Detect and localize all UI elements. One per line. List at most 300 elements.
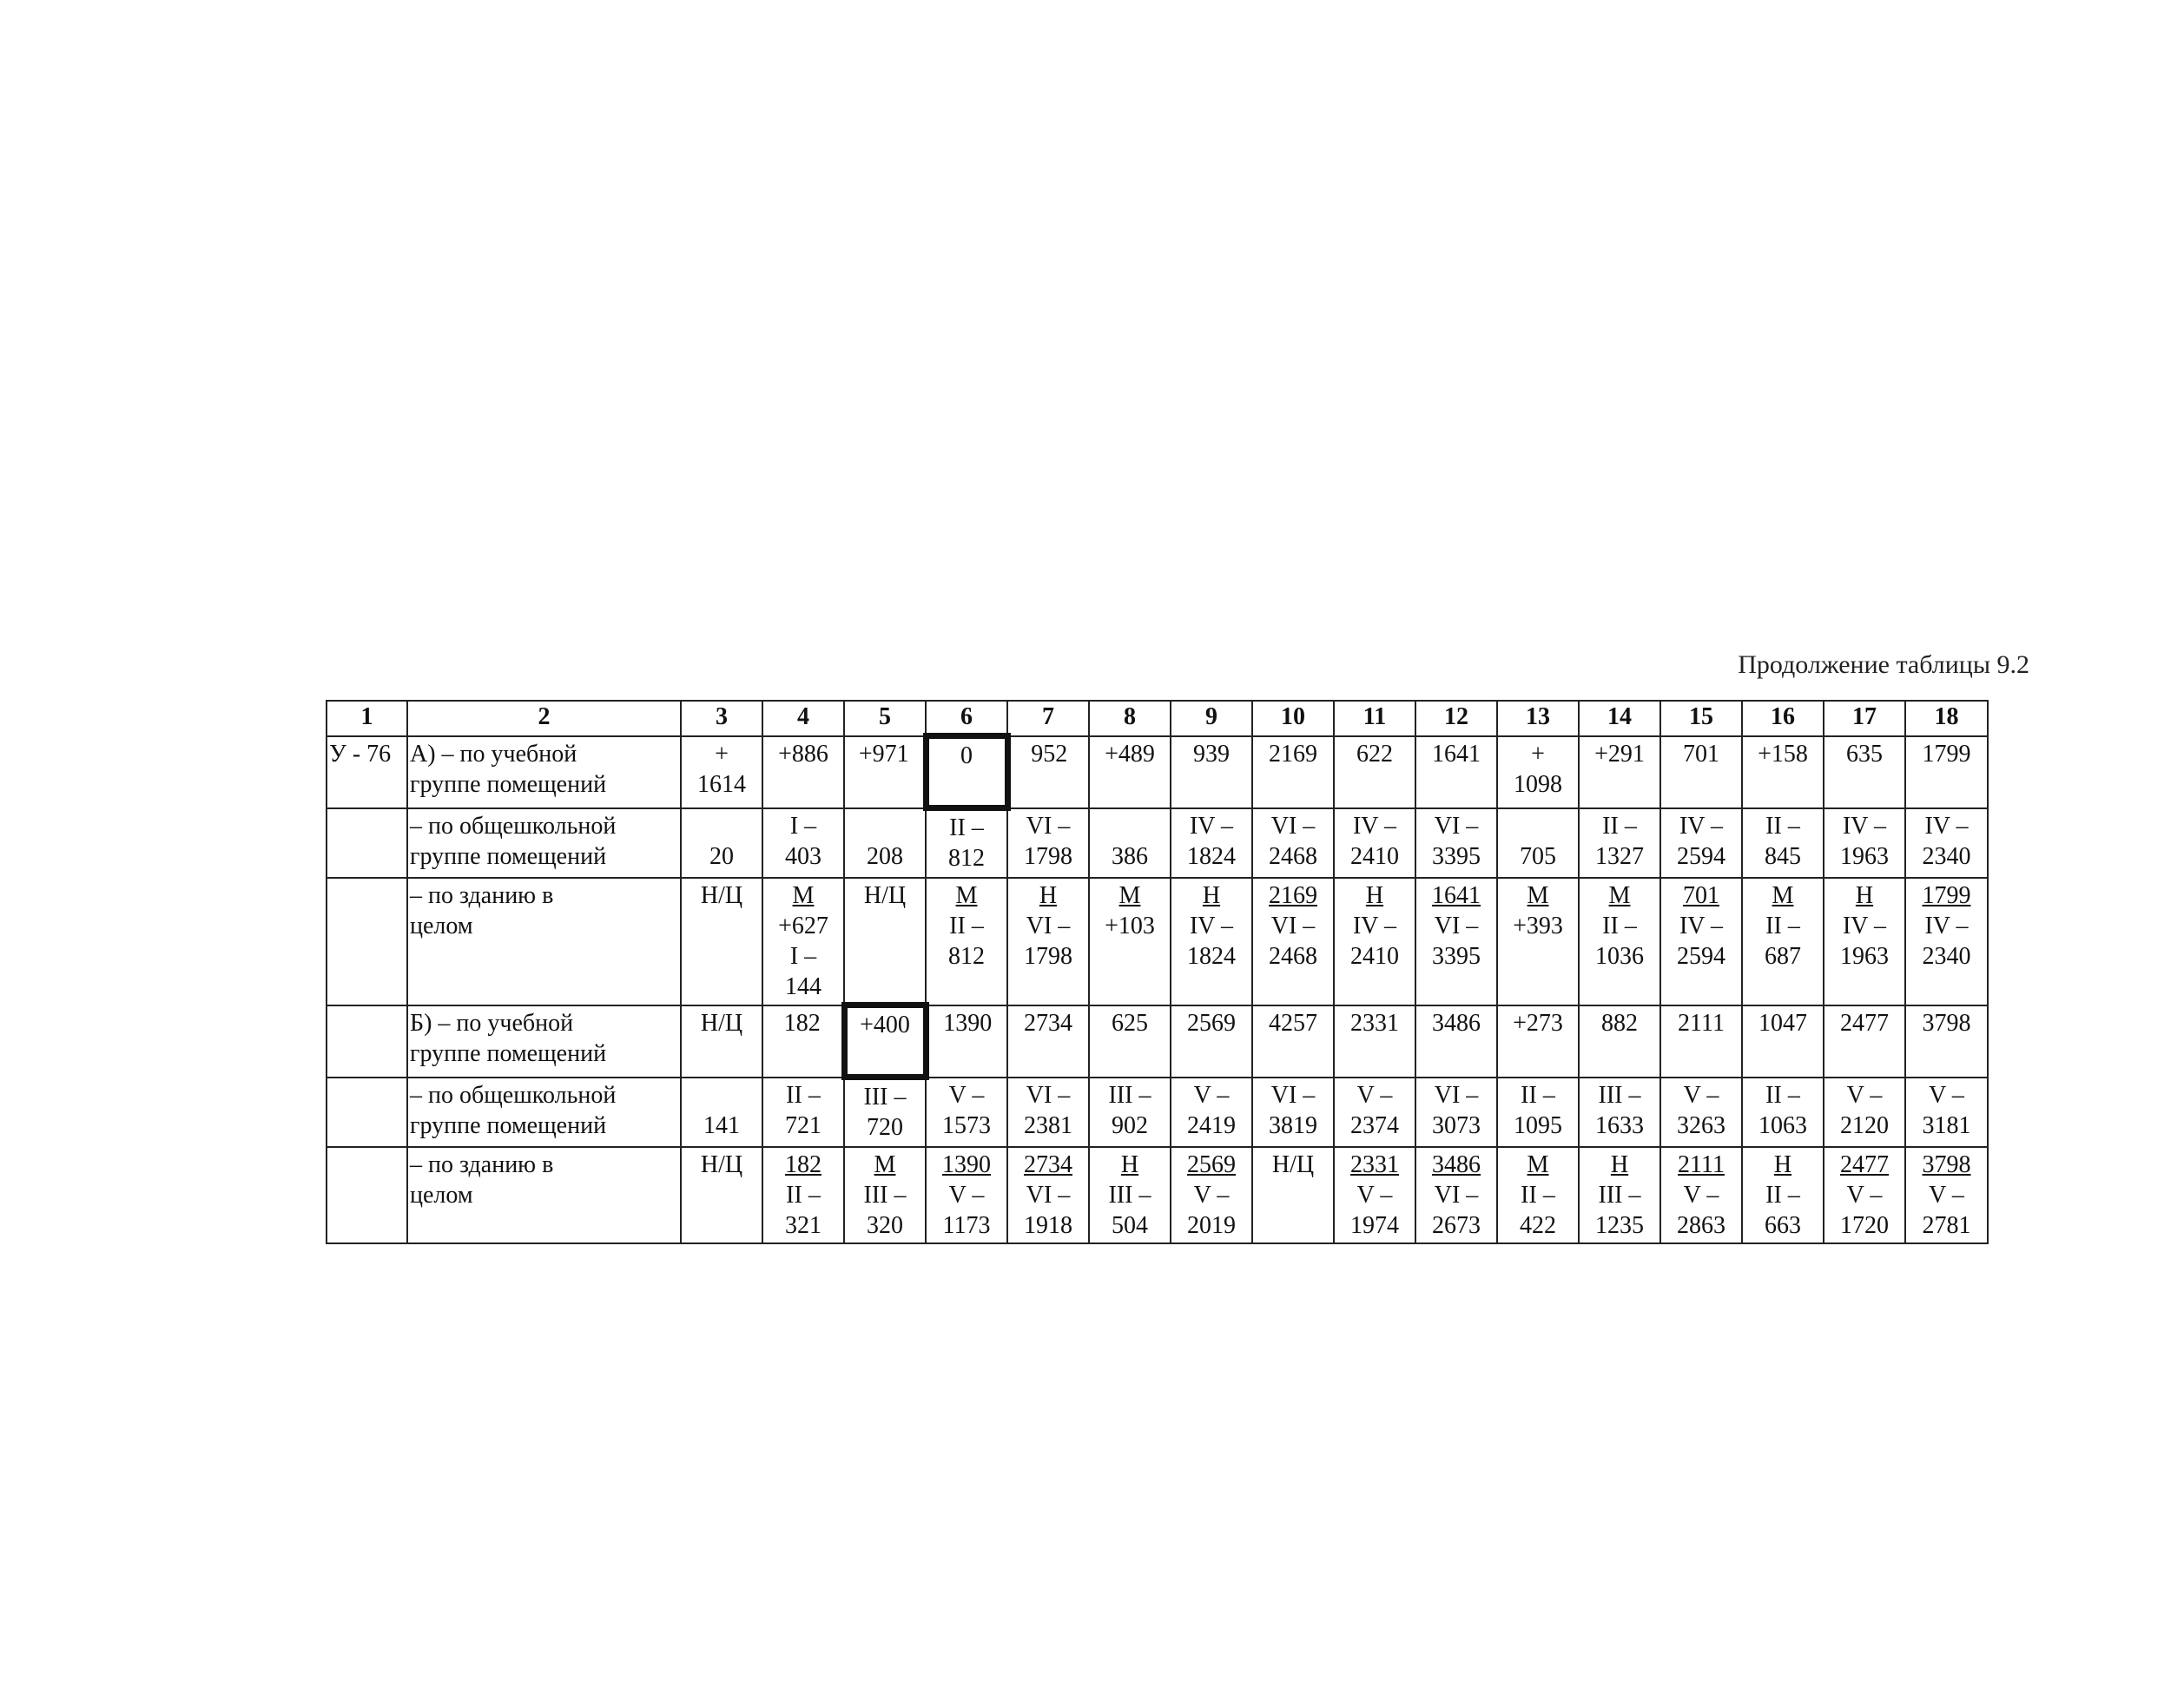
cell-line: 2120 bbox=[1840, 1111, 1889, 1139]
cell-line: III – bbox=[1598, 1182, 1641, 1209]
cell-line: 2594 bbox=[1677, 842, 1725, 870]
table-cell bbox=[1742, 1078, 1824, 1148]
cell-line: II – bbox=[786, 1182, 821, 1209]
cell-line: II – bbox=[1602, 812, 1637, 840]
cell-line: IV – bbox=[1679, 913, 1724, 939]
cell-line: II – bbox=[1602, 913, 1637, 939]
cell-line: 1720 bbox=[1840, 1212, 1889, 1239]
row-label-line: группе помещений bbox=[410, 770, 607, 798]
table-cell bbox=[1905, 1005, 1988, 1078]
column-header-8: 8 bbox=[1089, 701, 1171, 736]
table-cell bbox=[1497, 736, 1579, 808]
table-cell bbox=[926, 1147, 1007, 1243]
cell-line: II – bbox=[1765, 812, 1800, 840]
cell-line: 2111 bbox=[1678, 1151, 1725, 1178]
cell-line: V – bbox=[948, 1081, 985, 1109]
cell-line: 2340 bbox=[1922, 943, 1971, 970]
table-cell bbox=[1824, 1078, 1905, 1148]
cell-line: 1098 bbox=[1514, 770, 1562, 798]
row-label-line: группе помещений bbox=[410, 1111, 607, 1139]
table-cell bbox=[1415, 878, 1497, 1005]
cell-line: II – bbox=[949, 913, 984, 939]
cell-line: М bbox=[1527, 882, 1549, 909]
cell-line: V – bbox=[1683, 1182, 1719, 1209]
cell-line: Н/Ц bbox=[863, 882, 907, 909]
table-cell bbox=[1579, 1147, 1660, 1243]
cell-line: М bbox=[955, 882, 978, 909]
cell-line: 4257 bbox=[1269, 1009, 1317, 1037]
cell-line: 2569 bbox=[1187, 1151, 1236, 1178]
header-row bbox=[327, 701, 1988, 736]
cell-line: II – bbox=[1521, 1081, 1555, 1109]
cell-line: IV – bbox=[1842, 812, 1887, 840]
cell-line: 182 bbox=[785, 1151, 821, 1178]
table-cell bbox=[926, 736, 1007, 808]
cell-line: V – bbox=[1356, 1182, 1393, 1209]
cell-line: 3798 bbox=[1922, 1009, 1971, 1037]
row-label-line: – по общешкольной bbox=[410, 812, 617, 840]
cell-line: 687 bbox=[1765, 943, 1801, 970]
cell-line: IV – bbox=[1352, 913, 1397, 939]
cell-line: Н bbox=[1855, 882, 1874, 909]
row-code: У - 76 bbox=[327, 736, 407, 808]
table-cell bbox=[1171, 808, 1252, 879]
table-cell bbox=[1252, 1078, 1334, 1148]
row-code bbox=[327, 878, 407, 1005]
cell-line: 1390 bbox=[943, 1009, 993, 1037]
cell-line: II – bbox=[786, 1081, 821, 1109]
cell-line: IV – bbox=[1189, 812, 1234, 840]
table-cell bbox=[1334, 1078, 1415, 1148]
cell-line: 2569 bbox=[1187, 1009, 1236, 1037]
cell-line: VI – bbox=[1026, 1081, 1071, 1109]
cell-line: 2169 bbox=[1269, 882, 1317, 909]
table-cell bbox=[1089, 808, 1171, 879]
cell-line: IV – bbox=[1189, 913, 1234, 939]
table-cell bbox=[762, 1078, 844, 1148]
cell-line: 1798 bbox=[1024, 842, 1072, 870]
table-cell bbox=[1660, 736, 1742, 808]
cell-line: 3073 bbox=[1432, 1111, 1481, 1139]
cell-line: 504 bbox=[1112, 1212, 1148, 1239]
cell-line: 1641 bbox=[1432, 740, 1481, 768]
cell-line: II – bbox=[1765, 913, 1800, 939]
cell-line: IV – bbox=[1842, 913, 1887, 939]
cell-line: 1095 bbox=[1514, 1111, 1562, 1139]
cell-line: 1824 bbox=[1187, 842, 1236, 870]
table-cell bbox=[1415, 1147, 1497, 1243]
cell-line: 2340 bbox=[1922, 842, 1971, 870]
cell-line bbox=[683, 811, 760, 841]
table-cell bbox=[1089, 878, 1171, 1005]
cell-line: 2477 bbox=[1840, 1151, 1889, 1178]
column-header-10: 10 bbox=[1252, 701, 1334, 736]
table-cell bbox=[1334, 808, 1415, 879]
cell-line: Н/Ц bbox=[700, 1151, 743, 1178]
cell-line: 321 bbox=[785, 1212, 821, 1239]
cell-line: 705 bbox=[1520, 842, 1556, 870]
cell-line: V – bbox=[1356, 1081, 1393, 1109]
cell-line: Н/Ц bbox=[700, 882, 743, 909]
cell-line: III – bbox=[1108, 1182, 1151, 1209]
cell-line: 720 bbox=[867, 1114, 903, 1141]
row-label-line: – по общешкольной bbox=[410, 1081, 617, 1109]
column-header-4: 4 bbox=[762, 701, 844, 736]
table-cell bbox=[844, 878, 926, 1005]
table-cell bbox=[1660, 808, 1742, 879]
table-cell bbox=[1089, 1005, 1171, 1078]
cell-line: 845 bbox=[1765, 842, 1801, 870]
row-code bbox=[327, 1147, 407, 1243]
table-cell bbox=[1334, 1005, 1415, 1078]
cell-line: 2169 bbox=[1269, 740, 1317, 768]
table-cell bbox=[1824, 736, 1905, 808]
cell-line: 422 bbox=[1520, 1212, 1556, 1239]
row-label bbox=[407, 878, 681, 1005]
cell-line: IV – bbox=[1352, 812, 1397, 840]
table-cell bbox=[1742, 1147, 1824, 1243]
cell-line: 2781 bbox=[1922, 1212, 1971, 1239]
table-cell bbox=[1415, 736, 1497, 808]
cell-line: VI – bbox=[1434, 1182, 1479, 1209]
table-cell bbox=[1252, 808, 1334, 879]
column-header-15: 15 bbox=[1660, 701, 1742, 736]
cell-line: Н bbox=[1039, 882, 1058, 909]
row-label-line: – по зданию в bbox=[410, 1151, 554, 1178]
cell-line: 2477 bbox=[1840, 1009, 1889, 1037]
column-header-2: 2 bbox=[407, 701, 681, 736]
row-label-line: Б) – по учебной bbox=[410, 1009, 574, 1037]
cell-line: 1573 bbox=[942, 1111, 991, 1139]
cell-line: III – bbox=[863, 1084, 907, 1111]
table-cell bbox=[1089, 1147, 1171, 1243]
cell-line: 701 bbox=[1683, 740, 1719, 768]
table-cell bbox=[1171, 878, 1252, 1005]
cell-line: 2019 bbox=[1187, 1212, 1236, 1239]
column-header-13: 13 bbox=[1497, 701, 1579, 736]
table-cell bbox=[1007, 1147, 1089, 1243]
cell-line: II – bbox=[1765, 1182, 1800, 1209]
table-cell bbox=[1252, 1147, 1334, 1243]
table-cell bbox=[762, 878, 844, 1005]
table-cell bbox=[1252, 878, 1334, 1005]
cell-line: 1963 bbox=[1840, 842, 1889, 870]
cell-line: 882 bbox=[1601, 1009, 1638, 1037]
cell-line: 2410 bbox=[1350, 943, 1399, 970]
table-row bbox=[327, 808, 1988, 879]
table-cell bbox=[1660, 1005, 1742, 1078]
cell-line: 2331 bbox=[1350, 1009, 1399, 1037]
table-cell bbox=[1007, 1078, 1089, 1148]
cell-line: 625 bbox=[1112, 1009, 1148, 1037]
table-cell bbox=[762, 1005, 844, 1078]
cell-line: VI – bbox=[1434, 812, 1479, 840]
table-cell bbox=[1252, 736, 1334, 808]
column-header-17: 17 bbox=[1824, 701, 1905, 736]
cell-line: 3395 bbox=[1432, 943, 1481, 970]
cell-line bbox=[1500, 811, 1576, 841]
cell-line: V – bbox=[948, 1182, 985, 1209]
cell-line: V – bbox=[1929, 1081, 1964, 1109]
cell-line: VI – bbox=[1270, 913, 1316, 939]
row-label bbox=[407, 1078, 681, 1148]
table-cell bbox=[762, 808, 844, 879]
cell-line: 2734 bbox=[1024, 1151, 1072, 1178]
cell-line: М bbox=[1527, 1151, 1549, 1178]
cell-line bbox=[1092, 811, 1168, 841]
table-cell bbox=[1497, 878, 1579, 1005]
column-header-5: 5 bbox=[844, 701, 926, 736]
cell-line: +971 bbox=[858, 740, 909, 768]
cell-line: 812 bbox=[948, 845, 985, 872]
table-cell bbox=[926, 1078, 1007, 1148]
table-cell bbox=[762, 736, 844, 808]
table-cell bbox=[1007, 736, 1089, 808]
table-cell bbox=[1171, 1147, 1252, 1243]
table-cell bbox=[681, 736, 762, 808]
row-label-line: целом bbox=[410, 913, 473, 939]
cell-line: 812 bbox=[948, 943, 985, 970]
cell-line: IV – bbox=[1679, 812, 1724, 840]
table-cell bbox=[1905, 736, 1988, 808]
table-cell bbox=[1089, 1078, 1171, 1148]
cell-line: III – bbox=[1598, 1081, 1641, 1109]
cell-line: 2419 bbox=[1187, 1111, 1236, 1139]
cell-line: 386 bbox=[1112, 842, 1148, 870]
table-cell bbox=[1742, 808, 1824, 879]
cell-line: VI – bbox=[1434, 1081, 1479, 1109]
cell-line: 3395 bbox=[1432, 842, 1481, 870]
column-header-7: 7 bbox=[1007, 701, 1089, 736]
cell-line: М bbox=[1772, 882, 1794, 909]
cell-line: Н bbox=[1365, 882, 1384, 909]
cell-line: 1918 bbox=[1024, 1212, 1072, 1239]
cell-line: V – bbox=[1846, 1182, 1883, 1209]
cell-line: 2734 bbox=[1024, 1009, 1072, 1037]
column-header-9: 9 bbox=[1171, 701, 1252, 736]
cell-line: III – bbox=[1108, 1081, 1151, 1109]
table-cell bbox=[844, 1005, 926, 1078]
table-row bbox=[327, 1147, 1988, 1243]
column-header-14: 14 bbox=[1579, 701, 1660, 736]
table-cell bbox=[1334, 878, 1415, 1005]
table-row bbox=[327, 878, 1988, 1005]
cell-line: V – bbox=[1193, 1081, 1230, 1109]
cell-line: III – bbox=[863, 1182, 907, 1209]
cell-line: +489 bbox=[1105, 740, 1155, 768]
table-cell bbox=[681, 808, 762, 879]
table-cell bbox=[1171, 1005, 1252, 1078]
cell-line: V – bbox=[1929, 1182, 1964, 1209]
cell-line: VI – bbox=[1270, 812, 1316, 840]
table-cell bbox=[844, 808, 926, 879]
row-label-line: группе помещений bbox=[410, 842, 607, 870]
table-cell bbox=[1252, 1005, 1334, 1078]
cell-line: +400 bbox=[860, 1012, 910, 1038]
table-cell bbox=[1171, 1078, 1252, 1148]
table-cell bbox=[1660, 878, 1742, 1005]
cell-line: М bbox=[874, 1151, 896, 1178]
cell-line: М bbox=[1608, 882, 1631, 909]
cell-line: 663 bbox=[1765, 1212, 1801, 1239]
cell-line: 1974 bbox=[1350, 1212, 1399, 1239]
table-cell bbox=[1171, 736, 1252, 808]
table-cell bbox=[1905, 878, 1988, 1005]
column-header-1: 1 bbox=[327, 701, 407, 736]
table-cell bbox=[1660, 1147, 1742, 1243]
cell-line: 1063 bbox=[1758, 1111, 1807, 1139]
column-header-6: 6 bbox=[926, 701, 1007, 736]
table-cell bbox=[1742, 878, 1824, 1005]
row-code bbox=[327, 808, 407, 879]
table-cell bbox=[1824, 1005, 1905, 1078]
table-cell bbox=[1824, 1147, 1905, 1243]
cell-line: 3486 bbox=[1432, 1151, 1481, 1178]
row-label bbox=[407, 1005, 681, 1078]
cell-line: I – bbox=[789, 943, 817, 970]
cell-line: 1047 bbox=[1758, 1009, 1807, 1037]
cell-line: Н bbox=[1773, 1151, 1792, 1178]
cell-line: 2673 bbox=[1432, 1212, 1481, 1239]
row-code bbox=[327, 1078, 407, 1148]
cell-line: 701 bbox=[1683, 882, 1719, 909]
cell-line: 3486 bbox=[1432, 1009, 1481, 1037]
cell-line: VI – bbox=[1026, 812, 1071, 840]
cell-line bbox=[683, 1080, 760, 1111]
column-header-18: 18 bbox=[1905, 701, 1988, 736]
table-cell bbox=[1497, 1005, 1579, 1078]
row-code bbox=[327, 1005, 407, 1078]
table-cell bbox=[1824, 808, 1905, 879]
table-cell bbox=[681, 1147, 762, 1243]
cell-line: 952 bbox=[1031, 740, 1068, 768]
cell-line: 3263 bbox=[1677, 1111, 1725, 1139]
table-cell bbox=[681, 1005, 762, 1078]
cell-line: V – bbox=[1683, 1081, 1719, 1109]
cell-line: 0 bbox=[960, 742, 973, 769]
cell-line: 721 bbox=[785, 1111, 821, 1139]
cell-line: II – bbox=[949, 814, 984, 841]
cell-line: Н bbox=[1120, 1151, 1139, 1178]
cell-line: 2410 bbox=[1350, 842, 1399, 870]
cell-line: 141 bbox=[703, 1111, 740, 1139]
column-header-3: 3 bbox=[681, 701, 762, 736]
column-header-16: 16 bbox=[1742, 701, 1824, 736]
cell-line: I – bbox=[789, 812, 817, 840]
table-cell bbox=[762, 1147, 844, 1243]
cell-line: 403 bbox=[785, 842, 821, 870]
cell-line: +291 bbox=[1594, 740, 1645, 768]
cell-line: М bbox=[792, 882, 815, 909]
cell-line: 182 bbox=[783, 1009, 821, 1037]
cell-line: 1036 bbox=[1595, 943, 1644, 970]
cell-line: 1235 bbox=[1595, 1212, 1644, 1239]
row-label bbox=[407, 1147, 681, 1243]
cell-line: 2331 bbox=[1350, 1151, 1399, 1178]
table-cell bbox=[1660, 1078, 1742, 1148]
column-header-12: 12 bbox=[1415, 701, 1497, 736]
table-cell bbox=[844, 1147, 926, 1243]
row-label bbox=[407, 736, 681, 808]
table-cell bbox=[1007, 808, 1089, 879]
table-cell bbox=[1824, 878, 1905, 1005]
cell-line: Н/Ц bbox=[700, 1009, 743, 1037]
table-cell bbox=[1089, 736, 1171, 808]
cell-line: 1390 bbox=[942, 1151, 991, 1178]
cell-line: 1799 bbox=[1922, 740, 1971, 768]
table-cell bbox=[844, 736, 926, 808]
table-cell bbox=[1415, 1005, 1497, 1078]
cell-line: 208 bbox=[867, 842, 903, 870]
cell-line: IV – bbox=[1924, 812, 1969, 840]
row-label-line: А) – по учебной bbox=[410, 740, 577, 768]
table-cell bbox=[1905, 1147, 1988, 1243]
cell-line: IV – bbox=[1924, 913, 1969, 939]
cell-line: Н bbox=[1610, 1151, 1629, 1178]
cell-line: Н bbox=[1202, 882, 1221, 909]
cell-line bbox=[847, 811, 923, 841]
cell-line: +103 bbox=[1105, 913, 1155, 939]
cell-line: 2594 bbox=[1677, 943, 1725, 970]
cell-line: +273 bbox=[1513, 1009, 1563, 1037]
table-cell bbox=[681, 1078, 762, 1148]
cell-line: 1641 bbox=[1432, 882, 1481, 909]
table-cell bbox=[1579, 736, 1660, 808]
table-caption: Продолжение таблицы 9.2 bbox=[1738, 650, 2029, 679]
cell-line: Н/Ц bbox=[1271, 1151, 1315, 1178]
table-cell bbox=[1497, 808, 1579, 879]
row-label bbox=[407, 808, 681, 879]
row-label-line: целом bbox=[410, 1182, 473, 1209]
cell-line: 3181 bbox=[1922, 1111, 1971, 1139]
cell-line: 2111 bbox=[1678, 1009, 1725, 1037]
table-cell bbox=[1334, 1147, 1415, 1243]
cell-line: 1963 bbox=[1840, 943, 1889, 970]
cell-line: V – bbox=[1193, 1182, 1230, 1209]
table-cell bbox=[1579, 1005, 1660, 1078]
table-cell bbox=[1742, 1005, 1824, 1078]
table-cell bbox=[1497, 1147, 1579, 1243]
cell-line: +158 bbox=[1758, 740, 1808, 768]
data-table bbox=[326, 700, 1989, 1244]
cell-line: 1614 bbox=[697, 770, 746, 798]
table-cell bbox=[1905, 1078, 1988, 1148]
cell-line: 2468 bbox=[1269, 943, 1317, 970]
cell-line: 1824 bbox=[1187, 943, 1236, 970]
table-cell bbox=[1334, 736, 1415, 808]
row-label-line: – по зданию в bbox=[410, 882, 554, 909]
cell-line: 1327 bbox=[1595, 842, 1644, 870]
cell-line: 2374 bbox=[1350, 1111, 1399, 1139]
table-cell bbox=[1007, 878, 1089, 1005]
cell-line: + bbox=[1531, 740, 1545, 768]
table-row bbox=[327, 1078, 1988, 1148]
cell-line: +627 bbox=[778, 913, 828, 939]
cell-line: 144 bbox=[785, 973, 821, 1000]
table-row bbox=[327, 736, 1988, 808]
cell-line: 1799 bbox=[1922, 882, 1971, 909]
cell-line: 3798 bbox=[1922, 1151, 1971, 1178]
cell-line: 939 bbox=[1193, 740, 1230, 768]
cell-line: VI – bbox=[1434, 913, 1479, 939]
cell-line: VI – bbox=[1026, 913, 1071, 939]
cell-line: 320 bbox=[867, 1212, 903, 1239]
table-cell bbox=[1905, 808, 1988, 879]
cell-line: II – bbox=[1521, 1182, 1555, 1209]
cell-line: 1798 bbox=[1024, 943, 1072, 970]
cell-line: 902 bbox=[1112, 1111, 1148, 1139]
table-cell bbox=[1579, 1078, 1660, 1148]
